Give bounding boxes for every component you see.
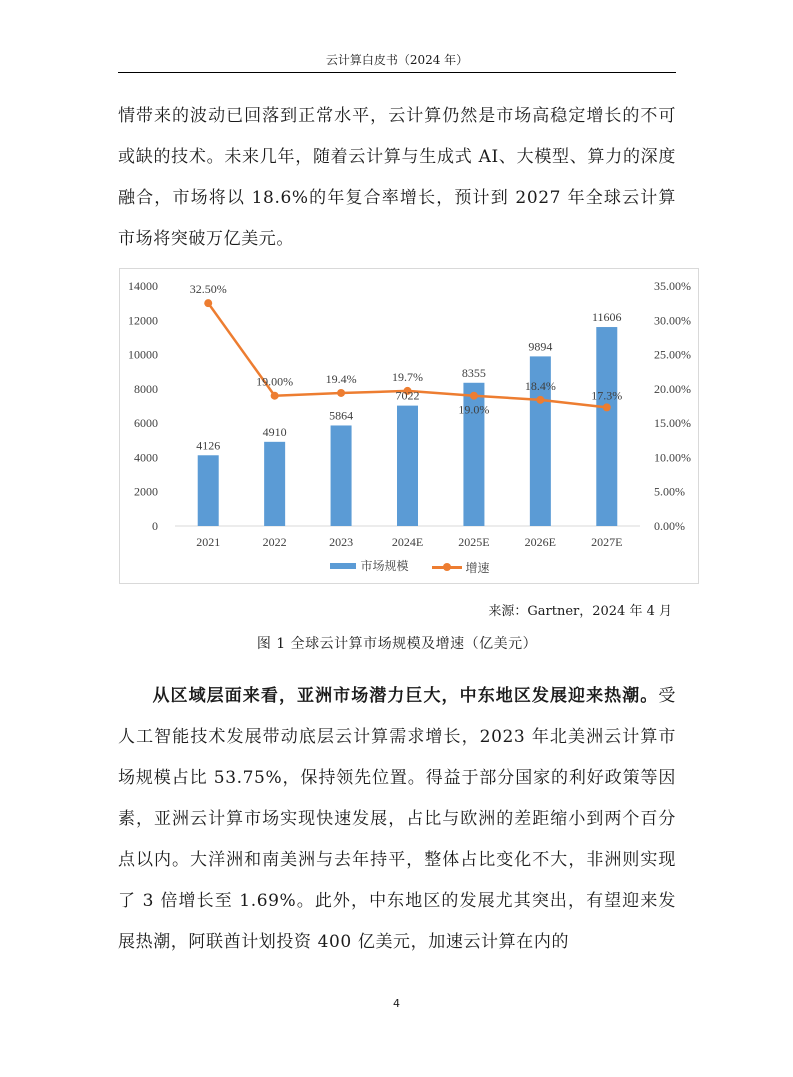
y-left-tick-label: 12000 <box>128 313 158 328</box>
x-tick-label: 2024E <box>391 535 424 549</box>
line-data-label: 19.7% <box>392 369 423 384</box>
line-data-label: 17.3% <box>591 388 623 403</box>
y-right-tick-label: 15.00% <box>654 416 691 431</box>
bar-data-label: 11606 <box>592 310 622 325</box>
y-right-tick-label: 10.00% <box>654 450 691 465</box>
chart-legend <box>120 557 700 576</box>
header-rule <box>118 72 676 73</box>
bar-data-label: 5864 <box>329 408 354 423</box>
y-left-tick-label: 0 <box>152 519 158 533</box>
y-right-tick-label: 35.00% <box>654 279 691 293</box>
market-chart <box>119 268 699 584</box>
figure-caption: 图 1 全球云计算市场规模及增速（亿美元） <box>256 636 538 652</box>
line-data-label: 19.00% <box>256 374 294 389</box>
y-right-tick-label: 25.00% <box>654 347 691 362</box>
page-number: 4 <box>393 997 400 1010</box>
legend-line-swatch <box>432 566 462 569</box>
bar-data-label: 8355 <box>461 365 486 380</box>
x-tick-label: 2023 <box>329 535 354 549</box>
bar-data-label: 9894 <box>528 339 553 354</box>
y-right-tick-label: 5.00% <box>654 484 685 499</box>
legend-bar-swatch <box>330 563 356 569</box>
paragraph-2-body: 受人工智能技术发展带动底层云计算需求增长，2023 年北美洲云计算市场规模占比 53.75%，保持领先位置。得益于部分国家的利好政策等因素，亚洲云计算市场实现快速发展，占比与欧洲的差距缩小到两个百分点以内。大洋洲和南美洲与去年持平，整体占比变化不大，非洲则实现了 3 倍增长至 1.69%。此外，中东地区的发展尤其突出，有望迎来发展热潮，阿联酋计划投资 400 亿美元，加速云计算在内的 <box>118 686 676 952</box>
bar <box>397 406 418 526</box>
x-tick-label: 2022 <box>262 535 287 549</box>
growth-point <box>603 403 611 411</box>
y-right-tick-label: 20.00% <box>654 381 691 396</box>
bar-data-label: 4910 <box>262 424 287 439</box>
line-data-label: 18.4% <box>524 378 556 393</box>
legend-line-label: 增速 <box>465 560 490 575</box>
x-tick-label: 2021 <box>196 535 221 549</box>
bar <box>331 425 352 526</box>
chart-source: 来源：Gartner，2024 年 4 月 <box>488 604 672 619</box>
growth-point <box>470 392 478 400</box>
x-tick-label: 2027E <box>591 535 623 549</box>
bar <box>198 455 219 526</box>
y-left-tick-label: 14000 <box>128 279 158 293</box>
y-right-tick-label: 30.00% <box>654 313 691 328</box>
legend-item-line <box>432 559 490 576</box>
chart-svg <box>120 269 700 585</box>
bar <box>264 442 285 526</box>
y-left-tick-label: 2000 <box>134 484 158 499</box>
y-right-tick-label: 0.00% <box>654 519 685 533</box>
y-left-tick-label: 10000 <box>128 347 158 362</box>
bar-data-label: 4126 <box>196 438 221 453</box>
paragraph-1: 情带来的波动已回落到正常水平，云计算仍然是市场高稳定增长的不可或缺的技术。未来几年，随着云计算与生成式 AI、大模型、算力的深度融合，市场将以 18.6%的年复合率增长，预计到 2027 年全球云计算市场将突破万亿美元。 <box>118 106 676 249</box>
legend-item-bar <box>330 557 408 574</box>
bar-data-label: 7022 <box>395 388 420 403</box>
x-tick-label: 2025E <box>458 535 490 549</box>
line-data-label: 19.4% <box>325 371 357 386</box>
bar <box>596 327 617 526</box>
legend-bar-label: 市场规模 <box>360 559 409 573</box>
y-left-tick-label: 4000 <box>134 450 158 465</box>
paragraph-2 <box>118 676 676 963</box>
growth-point <box>271 392 279 400</box>
x-tick-label: 2026E <box>524 535 557 549</box>
line-data-label: 32.50% <box>189 282 227 297</box>
y-left-tick-label: 8000 <box>134 381 158 396</box>
y-left-tick-label: 6000 <box>134 416 158 431</box>
growth-point <box>536 396 544 404</box>
growth-point <box>337 389 345 397</box>
growth-point <box>204 299 212 307</box>
paragraph-2-lead: 从区域层面来看，亚洲市场潜力巨大，中东地区发展迎来热潮。 <box>152 686 659 706</box>
running-header: 云计算白皮书（2024 年） <box>325 53 469 67</box>
line-data-label: 19.0% <box>458 402 490 417</box>
